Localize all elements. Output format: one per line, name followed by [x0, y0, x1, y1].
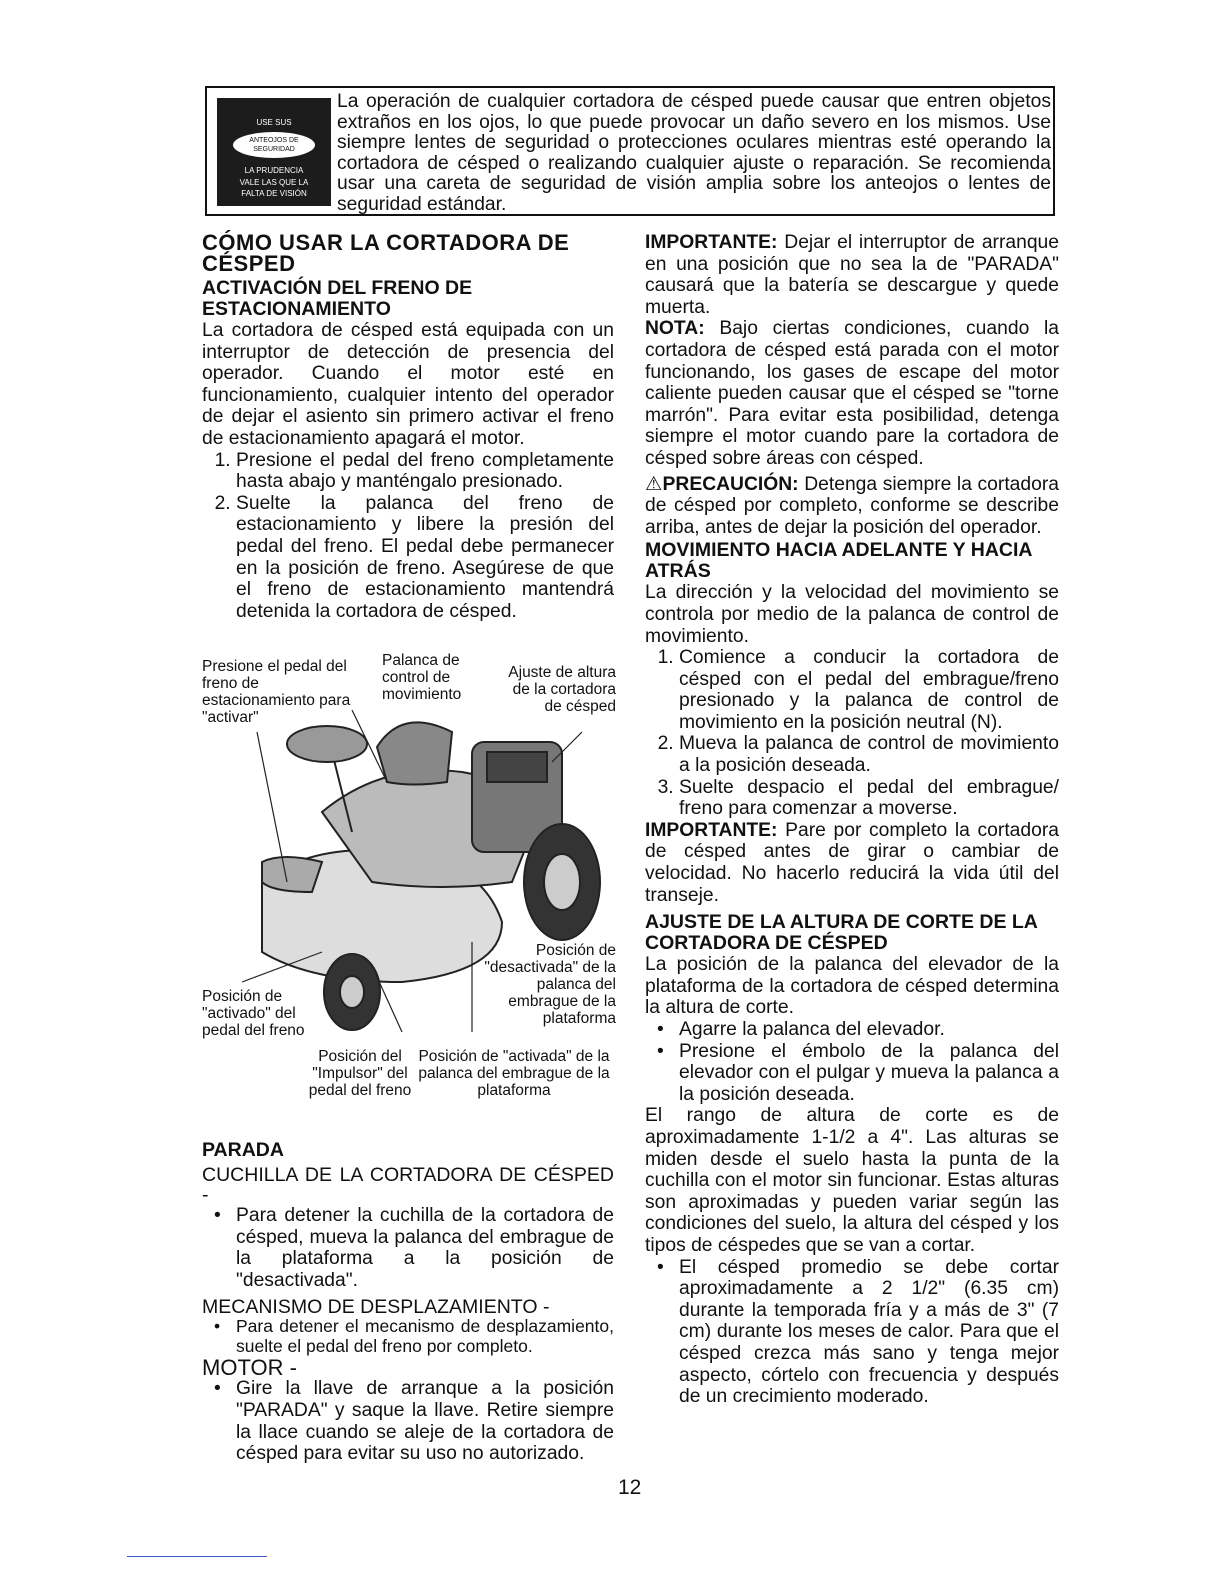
drive-list	[202, 1317, 614, 1356]
right-column	[645, 232, 1059, 1408]
drive-subheading: MECANISMO DE DESPLAZAMIENTO -	[202, 1296, 550, 1319]
caption-deck-disengaged: Posición de "desactivada" de la palanca del embrague de la plataforma	[484, 942, 616, 1027]
caution-paragraph	[645, 474, 1059, 539]
list-item: 1. Presione el pedal del freno completamente hasta abajo y manténgalo presionado.	[236, 450, 614, 493]
list-item: 2. Mueva la palanca de control de movimiento a la posición deseada.	[679, 733, 1059, 776]
badge-line: LA PRUDENCIA	[244, 166, 304, 175]
motion-steps	[645, 647, 1059, 820]
stopping-heading: PARADA	[202, 1139, 284, 1161]
list-item: • Para detener el mecanismo de desplazamiento, suelte el pedal del freno por completo.	[236, 1317, 614, 1356]
parking-brake-body: La cortadora de césped está equipada con un interruptor de detección de presencia del operador. Cuando el motor esté en funcionamiento, cualquier intento del operador de dejar el asiento sin primero activar el freno de estacionamiento apagará el motor.	[202, 320, 614, 449]
stopping-section	[202, 1140, 614, 1465]
left-column	[202, 232, 614, 622]
warning-triangle-icon: ⚠	[645, 473, 663, 495]
blade-subheading: CUCHILLA DE LA CORTADORA DE CÉSPED -	[202, 1164, 614, 1206]
important-text: Dejar el interruptor de arranque en una posición que no sea la de "PARADA" causará que la batería se descargue y quede muerta.	[645, 232, 1060, 318]
caution-label: PRECAUCIÓN:	[662, 473, 799, 495]
parking-brake-steps	[202, 450, 614, 623]
note-label: NOTA:	[645, 318, 705, 340]
motor-list	[202, 1378, 614, 1464]
note-text: Bajo ciertas condiciones, cuando la cortadora de césped está parada con el motor funcionando, los gases de escape del motor caliente pueden causar que el césped se "torne marrón". Para evitar esta posibilidad, detenga siempre el motor cuando pare la cortadora de césped sobre áreas con césped.	[645, 318, 1060, 469]
warning-text: La operación de cualquier cortadora de césped puede causar que entren objetos extraños en los ojos, lo que puede provocar un daño severo en los mismos. Use siempre lentes de seguridad o protecciones oculares mientras esté operando la cortadora de césped o realizando cualquier ajuste o reparación. Se recomienda usar una careta de seguridad de visión amplia sobre los anteojos o lentes de seguridad estándar.	[337, 91, 1051, 215]
list-item: • Agarre la palanca del elevador.	[679, 1019, 1059, 1041]
caption-motion-lever: Palanca de control de movimiento	[382, 652, 462, 703]
badge-line: FALTA DE VISIÓN	[241, 189, 307, 198]
important-paragraph-2	[645, 820, 1059, 906]
blade-list	[202, 1205, 614, 1291]
important-text: Pare por completo la cortadora de césped antes de girar o cambiar de velocidad. No hacerlo reducirá la vida útil del transeje.	[645, 819, 1059, 906]
mower-diagram	[202, 652, 617, 1138]
important-label: IMPORTANTE:	[645, 819, 778, 841]
caption-pedal-engaged: Posición de "activado" del pedal del freno	[202, 988, 305, 1039]
cutting-height-heading: AJUSTE DE LA ALTURA DE CORTE DE LA CORTADORA DE CÉSPED	[645, 911, 1038, 955]
badge-line: USE SUS	[256, 118, 292, 127]
cutting-height-list	[645, 1019, 1059, 1105]
caption-height-adjust: Ajuste de altura de la cortadora de césped	[508, 664, 616, 715]
footer-rule	[127, 1556, 267, 1557]
motion-heading: MOVIMIENTO HACIA ADELANTE Y HACIA ATRÁS	[645, 539, 1032, 583]
badge-circle	[233, 132, 315, 158]
list-item: 1. Comience a conducir la cortadora de césped con el pedal del embrague/freno presionado y la palanca de control de movimiento en la posición neutral (N).	[679, 647, 1059, 733]
cutting-height-body: La posición de la palanca del elevador de la plataforma de la cortadora de césped determina la altura de corte.	[645, 954, 1059, 1019]
list-item: 3. Suelte despacio el pedal del embrague/ freno para comenzar a moverse.	[679, 777, 1059, 820]
list-item: • El césped promedio se debe cortar aproximadamente a 2 1/2" (6.35 cm) durante la temporada fría y a más de 3" (7 cm) durante los meses de calor. Para que el césped crezca más sano y tenga mejor aspecto, córtelo con frecuencia y después de un crecimiento moderado.	[679, 1257, 1059, 1408]
list-item: 2. Suelte la palanca del freno de estacionamiento y libere la presión del pedal del freno. El pedal debe permanecer en la posición de freno. Asegúrese de que el freno de estacionamiento mantendrá detenida la cortadora de césped.	[236, 493, 614, 623]
important-label: IMPORTANTE:	[645, 232, 778, 253]
caution-text: Detenga siempre la cortadora de césped por completo, conforme se describe arriba, antes de dejar la posición del operador.	[645, 473, 1059, 538]
parking-brake-heading: ACTIVACIÓN DEL FRENO DE ESTACIONAMIENTO	[202, 277, 473, 320]
cutting-range-text: El rango de altura de corte es de aproximadamente 1-1/2 a 4". Las alturas se miden desde el suelo hasta la punta de la cuchilla con el motor sin funcionar. Estas alturas son aproximadas y pueden variar según las condiciones del suelo, la altura del césped y los tipos de céspedes que se van a cortar.	[645, 1105, 1059, 1256]
motor-subheading: MOTOR -	[202, 1355, 297, 1381]
list-item: • Presione el émbolo de la palanca del elevador con el pulgar y mueva la palanca a la posición deseada.	[679, 1041, 1059, 1106]
caption-impulsor: Posición del "Impulsor" del pedal del freno	[308, 1048, 412, 1099]
caption-deck-engaged: Posición de "activada" de la palanca del embrague de la plataforma	[418, 1048, 610, 1099]
badge-line: VALE LAS QUE LA	[239, 178, 309, 187]
motion-body: La dirección y la velocidad del movimiento se controla por medio de la palanca de control de movimiento.	[645, 582, 1059, 647]
page-number: 12	[618, 1476, 642, 1499]
list-item: • Gire la llave de arranque a la posición "PARADA" y saque la llave. Retire siempre la llace cuando se aleje de la cortadora de césped para evitar su uso no autorizado.	[236, 1378, 614, 1464]
page-title: CÓMO USAR LA CORTADORA DE CÉSPED	[202, 230, 570, 276]
badge-circle-line: ANTEOJOS DE	[249, 137, 299, 144]
important-paragraph	[645, 232, 1059, 318]
note-paragraph	[645, 318, 1059, 469]
caption-parking-brake: Presione el pedal del freno de estacionamiento para "activar"	[202, 658, 351, 726]
lawn-list	[645, 1257, 1059, 1408]
badge-circle-line: SEGURIDAD	[253, 146, 295, 153]
list-item: • Para detener la cuchilla de la cortadora de césped, mueva la palanca del embrague de la plataforma a la posición de "desactivada".	[236, 1205, 614, 1291]
safety-warning-box	[205, 86, 1055, 216]
safety-glasses-badge	[217, 98, 331, 206]
